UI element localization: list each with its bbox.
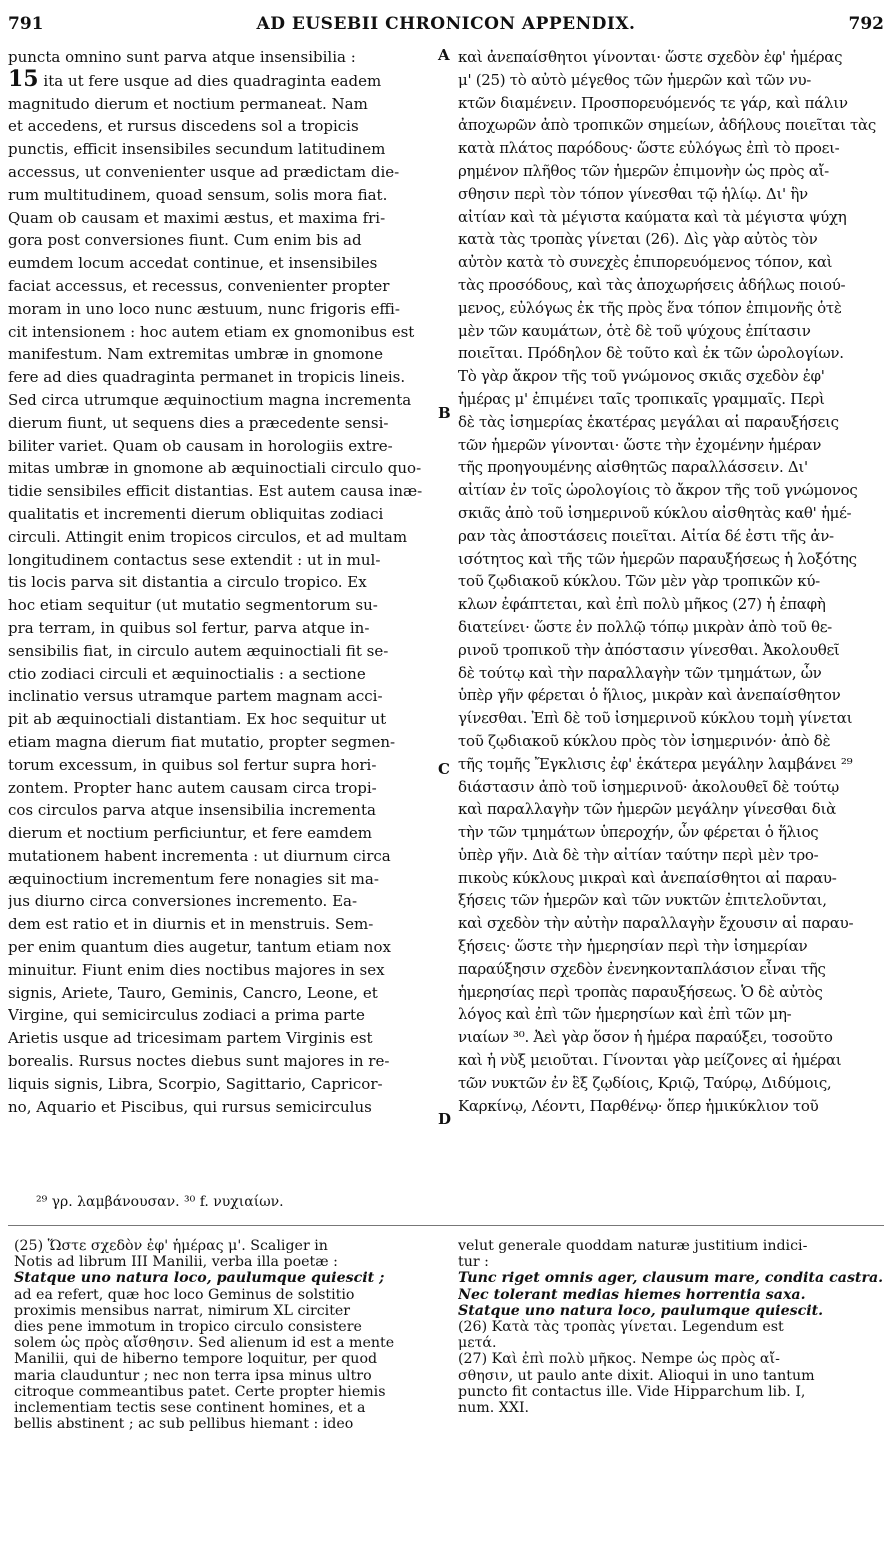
greek-line: λόγος καὶ ἐπὶ τῶν ἡμερησίων καὶ ἐπὶ τῶν μη- — [458, 1005, 792, 1024]
greek-line: κλων ἐφάπτεται, καὶ ἐπὶ πολὺ μῆκος (27) ἡ ἐπαφὴ — [458, 595, 826, 614]
note-line: μετά. — [458, 1335, 497, 1352]
greek-line: τῆς τομῆς Ἔγκλισις ἐφ' ἑκάτερα μεγάλην λαμβάνει ²⁹ — [458, 754, 853, 773]
latin-line: fere ad dies quadraginta permanet in tropicis lineis. — [8, 368, 406, 387]
note-line: num. XXI. — [458, 1400, 530, 1417]
greek-line: σκιᾶς ἀπὸ τοῦ ἰσημερινοῦ κύκλου αἰσθητὰς καθ' ἡμέ- — [458, 503, 852, 522]
latin-line: Quam ob causam et maximi æstus, et maxima fri- — [8, 208, 386, 227]
greek-line: τοῦ ζῳδιακοῦ κύκλου. Τῶν μὲν γὰρ τροπικῶν κύ- — [458, 572, 820, 591]
greek-line: ξήσεις τῶν ἡμερῶν καὶ τῶν νυκτῶν ἐπιτελοῦνται, — [458, 891, 827, 910]
greek-line: ὑπὲρ γῆν φέρεται ὁ ἥλιος, μικρὰν καὶ ἀνεπαίσθητον — [458, 686, 841, 705]
latin-line: cit intensionem : hoc autem etiam ex gnomonibus est — [8, 322, 415, 341]
running-header — [0, 8, 892, 38]
latin-line: manifestum. Nam extremitas umbræ in gnomone — [8, 345, 383, 364]
latin-line: torum excessum, in quibus sol fertur supra hori- — [8, 755, 377, 774]
notes-right-lines — [458, 1238, 884, 1416]
latin-line: gora post conversiones fiunt. Cum enim bis ad — [8, 231, 362, 250]
greek-line: γίνεσθαι. Ἐπὶ δὲ τοῦ ἰσημερινοῦ κύκλου τομὴ γίνεται — [458, 709, 853, 728]
greek-line: δὲ τὰς ἰσημερίας ἑκατέρας μεγάλαι αἱ παραυξήσεις — [458, 412, 839, 431]
note-line: tur : — [458, 1254, 489, 1271]
latin-line: mutationem habent incrementa : ut diurnum circa — [8, 846, 391, 865]
latin-line: zontem. Propter hanc autem causam circa tropi- — [8, 778, 377, 797]
latin-line: liquis signis, Libra, Scorpio, Sagittario, Capricor- — [8, 1074, 383, 1093]
latin-line-text: ita ut fere usque ad dies quadraginta eadem — [43, 71, 382, 90]
note-line: puncto fit contactus ille. Vide Hipparchum lib. I, — [458, 1383, 806, 1400]
notes-left-lines — [14, 1238, 434, 1432]
note-line: ad ea refert, quæ hoc loco Geminus de solstitio — [14, 1286, 355, 1303]
footnote: ²⁹ γρ. λαμβάνουσαν. ³⁰ f. νυχιαίων. — [36, 1194, 284, 1210]
latin-line: longitudinem contactus sese extendit : ut in mul- — [8, 550, 381, 569]
latin-line: ctio zodiaci circuli et æquinoctialis : a sectione — [8, 664, 366, 683]
latin-line: inclinatio versus utramque partem magnam acci- — [8, 687, 383, 706]
divider — [8, 1225, 884, 1226]
notes-right — [458, 1238, 884, 1416]
latin-lines — [8, 93, 434, 1119]
latin-line: mitas umbræ in gnomone ab æquinoctiali circulo quo- — [8, 459, 422, 478]
latin-line: Sed circa utrumque æquinoctium magna incrementa — [8, 390, 412, 409]
greek-line: κατὰ τὰς τροπὰς γίνεται (26). Δὶς γὰρ αὐτὸς τὸν — [458, 230, 818, 249]
note-line: inclementiam tectis sese continent homines, et a — [14, 1400, 366, 1417]
latin-line: pit ab æquinoctiali distantiam. Ex hoc sequitur ut — [8, 710, 387, 729]
latin-line: signis, Ariete, Tauro, Geminis, Cancro, Leone, et — [8, 983, 378, 1002]
greek-line: καὶ σχεδὸν τὴν αὐτὴν παραλλαγὴν ἔχουσιν αἱ παραυ- — [458, 914, 854, 933]
page-number-left: 791 — [8, 14, 44, 34]
greek-line: ραν τὰς ἀποστάσεις ποιεῖται. Αἰτία δέ ἐστι τῆς ἀν- — [458, 526, 834, 545]
page-number-right: 792 — [848, 14, 884, 34]
greek-line: τὴν τῶν τμημάτων ὑπεροχήν, ὧν φέρεται ὁ ἥλιος — [458, 823, 819, 842]
greek-line: ἡμέρας μ' ἐπιμένει ταῖς τροπικαῖς γραμμαῖς. Περὶ — [458, 389, 825, 408]
latin-line: dierum fiunt, ut sequens dies a præcedente sensi- — [8, 413, 389, 432]
greek-line: παραύξησιν σχεδὸν ἐνενηκονταπλάσιον εἶναι τῆς — [458, 959, 826, 978]
latin-line: Arietis usque ad tricesimam partem Virginis est — [8, 1029, 373, 1048]
latin-line: pra terram, in quibus sol fertur, parva atque in- — [8, 618, 370, 637]
note-line: dies pene immotum in tropico circulo consistere — [14, 1319, 362, 1336]
note-line: Tunc riget omnis ager, clausum mare, condita castra. — [458, 1270, 884, 1287]
latin-column — [8, 46, 434, 1118]
latin-line: punctis, efficit insensibiles secundum latitudinem — [8, 140, 386, 159]
greek-lines — [458, 46, 884, 1117]
latin-line: tidie sensibiles efficit distantias. Est autem causa inæ- — [8, 482, 423, 501]
note-line: Statque uno natura loco, paulumque quiescit. — [458, 1302, 824, 1319]
note-line: velut generale quoddam naturæ justitium indici- — [458, 1238, 808, 1254]
latin-line: dierum et noctium perficiuntur, et fere eamdem — [8, 824, 372, 843]
latin-line: per enim quantum dies augetur, tantum etiam nox — [8, 938, 391, 957]
greek-column — [458, 46, 884, 1117]
margin-mark-a: A — [438, 46, 450, 64]
greek-line: κτῶν διαμένειν. Προσπορευόμενός τε γάρ, καὶ πάλιν — [458, 93, 848, 112]
latin-line: puncta omnino sunt parva atque insensibilia : — [8, 48, 356, 66]
latin-line: moram in uno loco nunc æstuum, nunc frigoris effi- — [8, 299, 400, 318]
greek-line: καὶ ἀνεπαίσθητοι γίνονται· ὥστε σχεδὸν ἐφ' ἡμέρας — [458, 48, 843, 66]
note-line: Nec tolerant medias hiemes horrentia saxa. — [458, 1286, 806, 1303]
latin-line: borealis. Rursus noctes diebus sunt majores in re- — [8, 1052, 390, 1071]
greek-line: ξήσεις· ὥστε τὴν ἡμερησίαν περὶ τὴν ἰσημερίαν — [458, 937, 808, 956]
latin-line — [8, 69, 434, 93]
margin-mark-b: B — [438, 404, 451, 422]
greek-line: Τὸ γὰρ ἄκρον τῆς τοῦ γνώμονος σκιᾶς σχεδὸν ἐφ' — [458, 367, 825, 386]
greek-line: Καρκίνῳ, Λέοντι, Παρθένῳ· ὅπερ ἡμικύκλιον τοῦ — [458, 1096, 819, 1115]
latin-line: rum multitudinem, quoad sensum, solis mora fiat. — [8, 185, 388, 204]
note-line: (25) Ὥστε σχεδὸν ἐφ' ἡμέρας μ'. Scaliger in — [14, 1238, 328, 1254]
greek-line: μ' (25) τὸ αὐτὸ μέγεθος τῶν ἡμερῶν καὶ τῶν νυ- — [458, 70, 812, 89]
latin-line: biliter variet. Quam ob causam in horologiis extre- — [8, 436, 393, 455]
margin-mark-d: D — [438, 1110, 452, 1128]
notes-left — [14, 1238, 434, 1432]
latin-line: hoc etiam sequitur (ut mutatio segmentorum su- — [8, 596, 378, 615]
latin-line: Virgine, qui semicirculus zodiaci a prima parte — [8, 1006, 365, 1025]
running-title: AD EUSEBII CHRONICON APPENDIX. — [256, 14, 636, 34]
latin-line: sensibilis fiat, in circulo autem æquinoctiali fit se- — [8, 641, 389, 660]
greek-line: αἰτίαν ἐν τοῖς ὡρολογίοις τὸ ἄκρον τῆς τοῦ γνώμονος — [458, 481, 858, 500]
greek-line: τοῦ ζῳδιακοῦ κύκλου πρὸς τὸν ἰσημερινόν· ἀπὸ δὲ — [458, 731, 831, 750]
line-number: 15 — [8, 68, 39, 92]
latin-line: tis locis parva sit distantia a circulo tropico. Ex — [8, 573, 367, 592]
greek-line: ἀποχωρῶν ἀπὸ τροπικῶν σημείων, ἀδήλους ποιεῖται τὰς — [458, 116, 876, 135]
latin-line: æquinoctium incrementum fere nonagies sit ma- — [8, 869, 379, 888]
latin-line: accessus, ut convenienter usque ad prædictam die- — [8, 162, 400, 181]
latin-line: faciat accessus, et recessus, convenienter propter — [8, 276, 390, 295]
greek-line: ἡμερησίας περὶ τροπὰς παραυξήσεως. Ὁ δὲ αὐτὸς — [458, 982, 823, 1001]
latin-line: etiam magna dierum fiat mutatio, propter segmen- — [8, 732, 396, 751]
greek-line: τῆς προηγουμένης αἰσθητῶς παραλλάσσειν. Δι' — [458, 458, 808, 477]
note-line: Manilii, qui de hiberno tempore loquitur, per quod — [14, 1351, 378, 1368]
latin-line: et accedens, et rursus discedens sol a tropicis — [8, 117, 359, 136]
greek-line: νιαίων ³⁰. Ἀεὶ γὰρ ὅσον ἡ ἡμέρα παραύξει, τοσοῦτο — [458, 1028, 833, 1047]
greek-line: αὐτὸν κατὰ τὸ συνεχὲς ἐπιπορευόμενος τόπον, καὶ — [458, 253, 833, 272]
note-line: Notis ad librum III Manilii, verba illa poetæ : — [14, 1254, 338, 1271]
greek-line: ρημένον πλῆθος τῶν ἡμερῶν ἐπιμονὴν ὡς πρὸς αἴ- — [458, 161, 829, 180]
greek-line: δὲ τούτῳ καὶ τὴν παραλλαγὴν τῶν τμημάτων, ὧν — [458, 663, 822, 682]
latin-line: qualitatis et incrementi dierum obliquitas zodiaci — [8, 504, 384, 523]
greek-line: διάστασιν ἀπὸ τοῦ ἰσημερινοῦ· ἀκολουθεῖ δὲ τούτῳ — [458, 777, 839, 796]
greek-line: σθησιν περὶ τὸν τόπον γίνεσθαι τῷ ἡλίῳ. Δι' ἣν — [458, 184, 808, 203]
note-line: (27) Καὶ ἐπὶ πολὺ μῆκος. Nempe ὡς πρὸς αἴ- — [458, 1351, 780, 1368]
greek-line: διατείνει· ὥστε ἐν πολλῷ τόπῳ μικρὰν ἀπὸ τοῦ θε- — [458, 617, 832, 636]
margin-mark-c: C — [438, 760, 450, 778]
latin-line: minuitur. Fiunt enim dies noctibus majores in sex — [8, 960, 385, 979]
note-line: citroque commeantibus patet. Certe propter hiemis — [14, 1383, 386, 1400]
greek-line: ὑπὲρ γῆν. Διὰ δὲ τὴν αἰτίαν ταύτην περὶ μὲν τρο- — [458, 845, 819, 864]
note-line: proximis mensibus narrat, nimirum XL circiter — [14, 1302, 351, 1319]
latin-line: eumdem locum accedat continue, et insensibiles — [8, 254, 378, 273]
greek-line: καὶ παραλλαγὴν τῶν ἡμερῶν μεγάλην γίνεσθαι διὰ — [458, 800, 836, 819]
greek-line: κατὰ πλάτος παρόδους· ὥστε εὐλόγως ἐπὶ τὸ προει- — [458, 139, 840, 158]
note-line: Statque uno natura loco, paulumque quiescit ; — [14, 1270, 385, 1287]
latin-line: cos circulos parva atque insensibilia incrementa — [8, 801, 376, 820]
note-line: σθησιν, ut paulo ante dixit. Alioqui in uno tantum — [458, 1367, 815, 1384]
latin-line: no, Aquario et Piscibus, qui rursus semicirculus — [8, 1097, 372, 1116]
note-line: (26) Κατὰ τὰς τροπὰς γίνεται. Legendum est — [458, 1319, 784, 1336]
greek-line: καὶ ἡ νὺξ μειοῦται. Γίνονται γὰρ μείζονες αἱ ἡμέραι — [458, 1051, 842, 1070]
greek-line: ρινοῦ τροπικοῦ τὴν ἀπόστασιν γίνεσθαι. Ἀκολουθεῖ — [458, 640, 840, 659]
latin-line: circuli. Attingit enim tropicos circulos, et ad multam — [8, 527, 408, 546]
greek-line: αἰτίαν καὶ τὰ μέγιστα καύματα καὶ τὰ μέγιστα ψύχη — [458, 207, 847, 226]
greek-line: τῶν νυκτῶν ἐν ἓξ ζῳδίοις, Κριῷ, Ταύρῳ, Διδύμοις, — [458, 1073, 832, 1092]
greek-line: ισότητος καὶ τῆς τῶν ἡμερῶν παραυξήσεως ἡ λοξότης — [458, 549, 857, 568]
greek-line: μενος, εὐλόγως ἐκ τῆς πρὸς ἕνα τόπον ἐπιμονῆς ὁτὲ — [458, 298, 842, 317]
latin-line: magnitudo dierum et noctium permaneat. Nam — [8, 94, 368, 113]
note-line: bellis abstinent ; ac sub pellibus hiemant : ideo — [14, 1416, 354, 1433]
note-line: solem ὡς πρὸς αἴσθησιν. Sed alienum id est a mente — [14, 1335, 395, 1352]
latin-line: dem est ratio et in diurnis et in menstruis. Sem- — [8, 915, 374, 934]
greek-line: τῶν ἡμερῶν γίνονται· ὥστε τὴν ἐχομένην ἡμέραν — [458, 435, 822, 454]
greek-line: μὲν τῶν καυμάτων, ὁτὲ δὲ τοῦ ψύχους ἐπίτασιν — [458, 321, 811, 340]
latin-line: jus diurno circa conversiones incremento. Ea- — [8, 892, 358, 911]
greek-line: πικοὺς κύκλους μικραὶ καὶ ἀνεπαίσθητοι αἱ παραυ- — [458, 868, 837, 887]
greek-line: τὰς προσόδους, καὶ τὰς ἀποχωρήσεις ἀδήλως ποιού- — [458, 275, 846, 294]
note-line: maria clauduntur ; nec non terra ipsa minus ultro — [14, 1367, 372, 1384]
greek-line: ποιεῖται. Πρόδηλον δὲ τοῦτο καὶ ἐκ τῶν ὡρολογίων. — [458, 344, 844, 363]
